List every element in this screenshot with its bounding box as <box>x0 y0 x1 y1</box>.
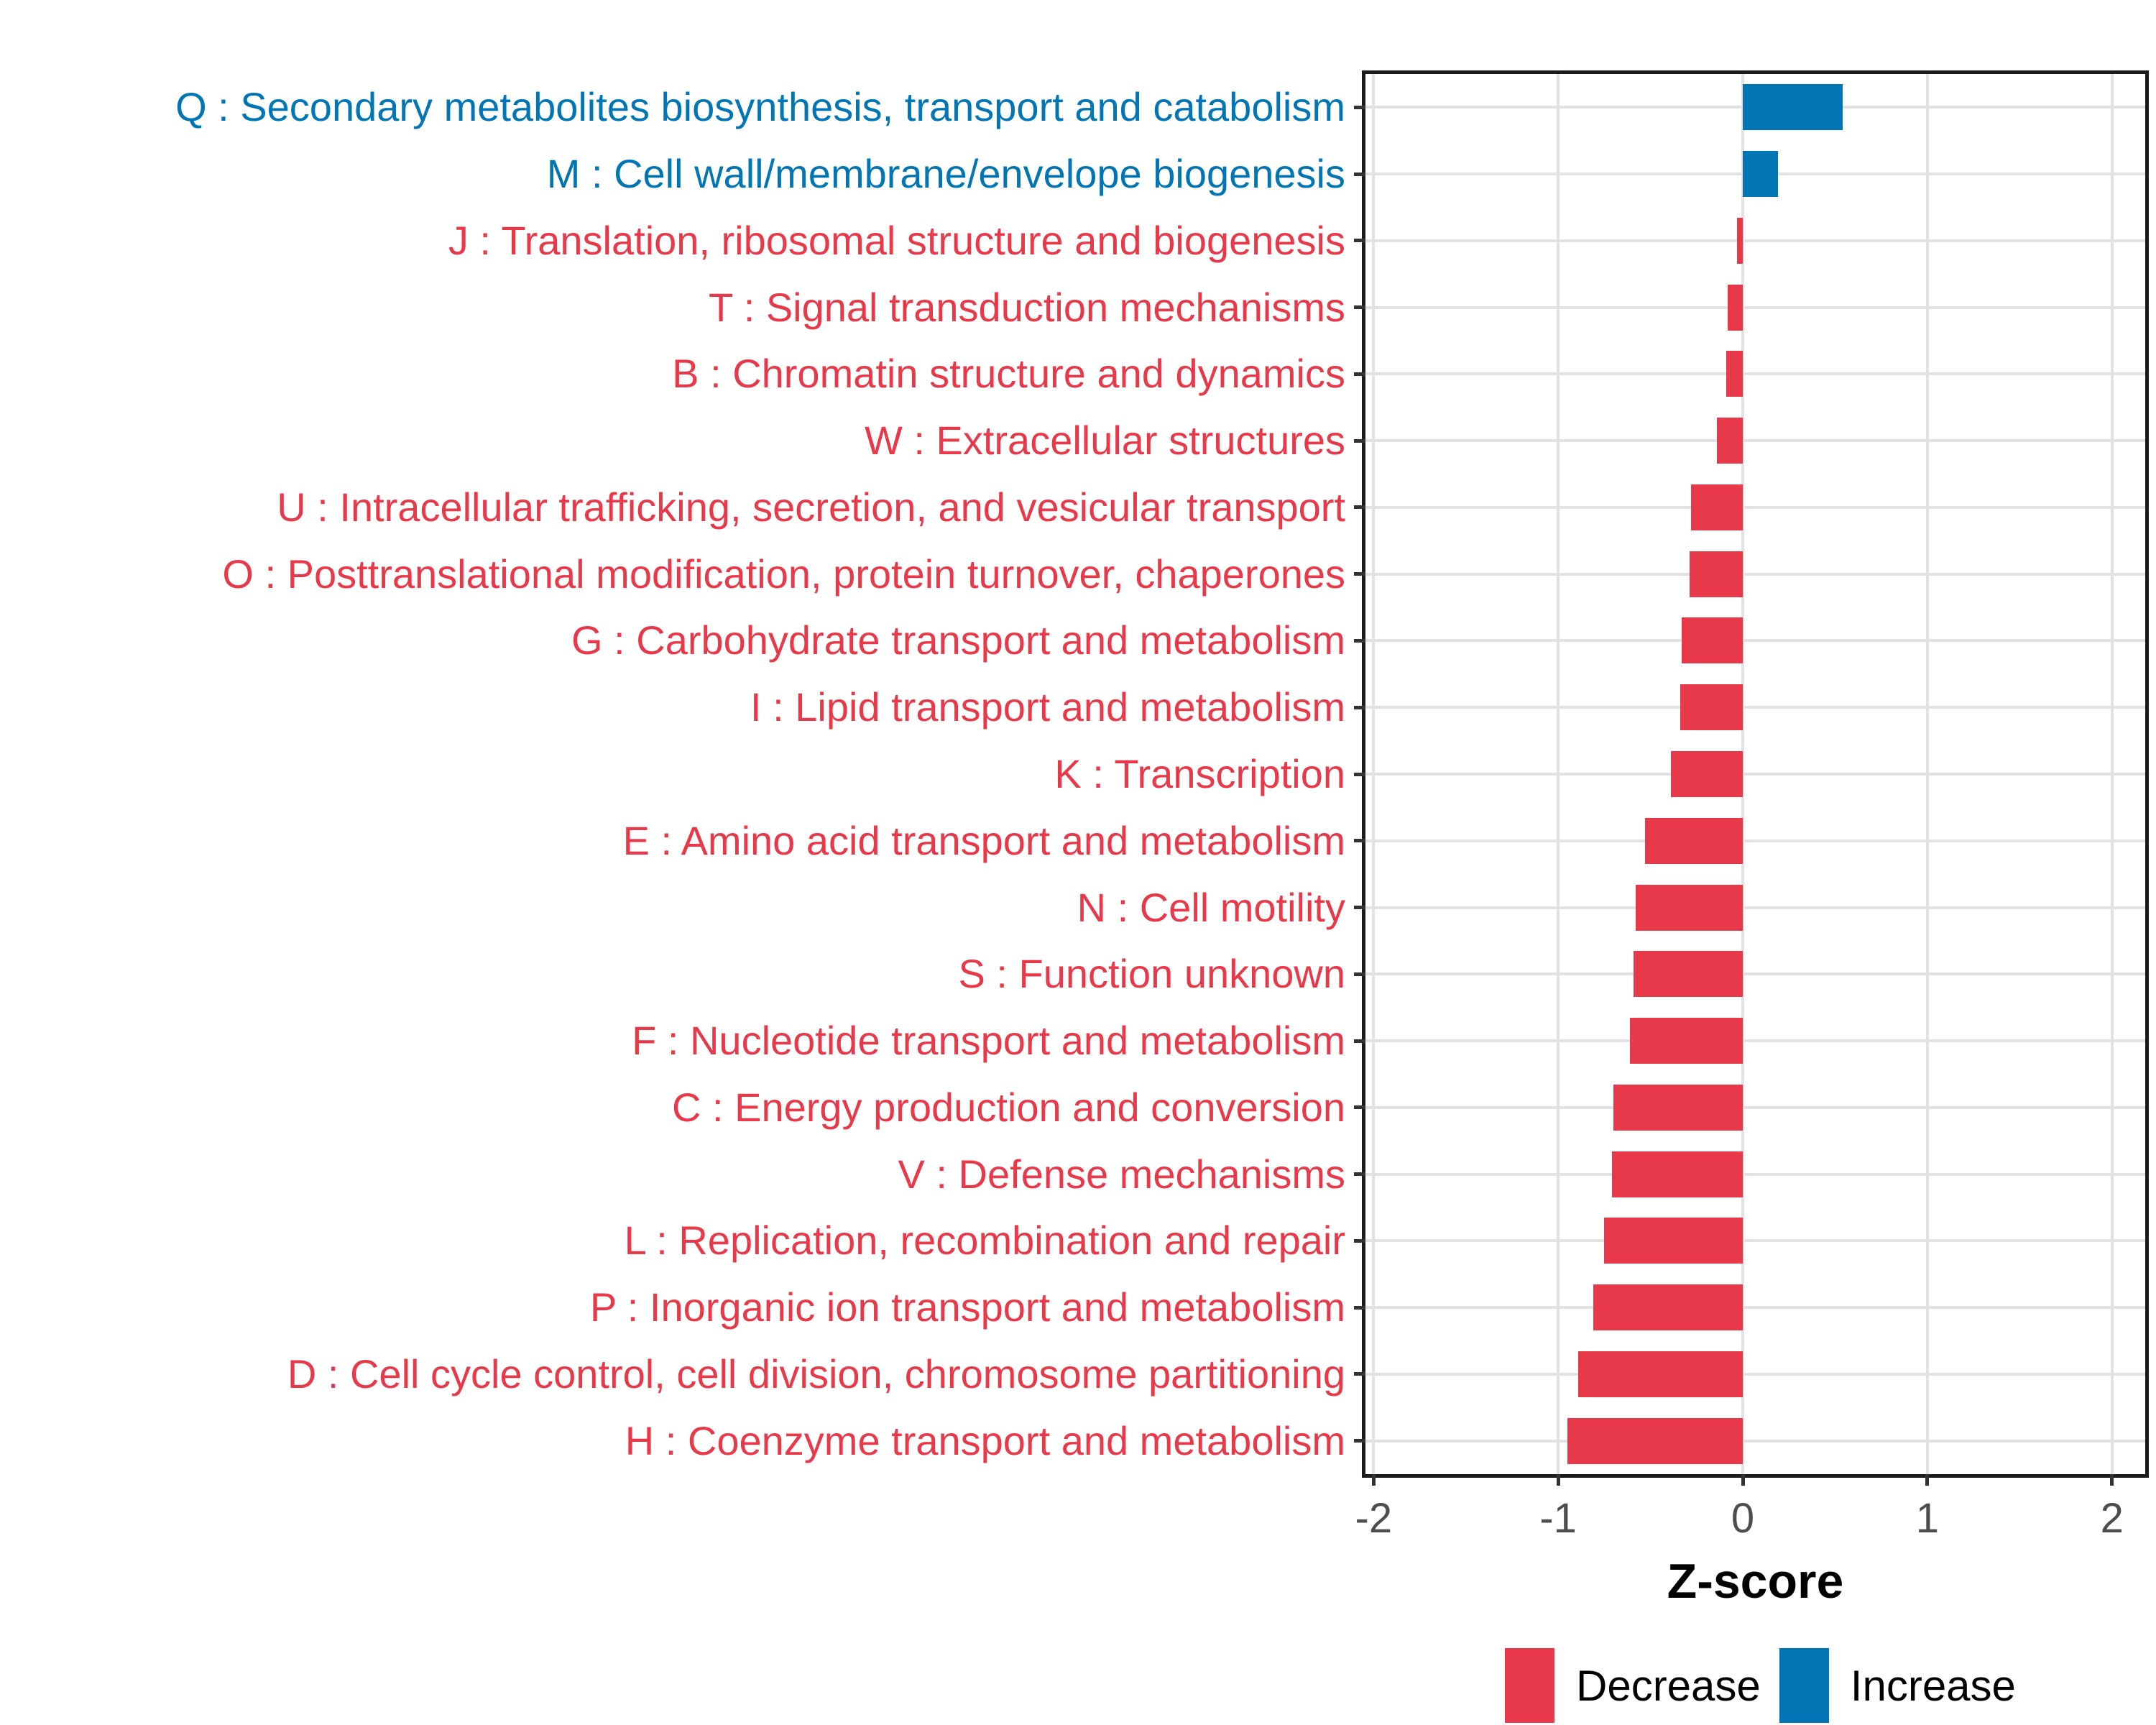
bar <box>1630 1018 1743 1064</box>
y-tick-mark <box>1354 439 1365 443</box>
x-tick-mark <box>2110 1474 2114 1486</box>
bar <box>1682 617 1743 663</box>
bar <box>1680 684 1743 730</box>
y-tick-mark <box>1354 1306 1365 1310</box>
category-label: F : Nucleotide transport and metabolism <box>632 1018 1345 1064</box>
y-tick-mark <box>1354 972 1365 976</box>
grid-line-y <box>1365 773 2145 776</box>
bar <box>1604 1218 1743 1264</box>
category-label: V : Defense mechanisms <box>898 1151 1345 1197</box>
category-label: P : Inorganic ion transport and metabolism <box>589 1284 1345 1330</box>
legend-label-decrease: Decrease <box>1576 1661 1761 1710</box>
x-tick-mark <box>1925 1474 1929 1486</box>
y-tick-mark <box>1354 505 1365 509</box>
category-label: N : Cell motility <box>1077 884 1345 930</box>
grid-line-y <box>1365 1306 2145 1309</box>
category-label: U : Intracellular trafficking, secretion, and vesicular transport <box>277 484 1345 530</box>
x-tick-mark <box>1372 1474 1376 1486</box>
y-tick-mark <box>1354 906 1365 909</box>
grid-line-y <box>1365 906 2145 909</box>
decrease-swatch-icon <box>1505 1648 1554 1723</box>
grid-line-y <box>1365 573 2145 576</box>
grid-line-y <box>1365 239 2145 242</box>
legend-item-decrease <box>1505 1648 1761 1723</box>
y-tick-mark <box>1354 1239 1365 1243</box>
x-tick-label: -2 <box>1355 1495 1393 1542</box>
category-label: M : Cell wall/membrane/envelope biogenesis <box>546 151 1345 197</box>
category-label: B : Chromatin structure and dynamics <box>672 351 1345 397</box>
legend <box>1505 1648 2016 1723</box>
x-tick-mark <box>1557 1474 1560 1486</box>
y-tick-mark <box>1354 305 1365 309</box>
increase-swatch-icon <box>1779 1648 1829 1723</box>
y-tick-mark <box>1354 1172 1365 1176</box>
category-label: E : Amino acid transport and metabolism <box>622 817 1345 863</box>
category-label: S : Function unknown <box>958 951 1345 997</box>
category-label: L : Replication, recombination and repair <box>624 1218 1345 1264</box>
bar <box>1743 151 1778 197</box>
grid-line-y <box>1365 840 2145 842</box>
bar <box>1737 218 1743 264</box>
category-label: C : Energy production and conversion <box>672 1084 1345 1130</box>
y-tick-mark <box>1354 639 1365 643</box>
y-tick-mark <box>1354 1372 1365 1376</box>
category-label: I : Lipid transport and metabolism <box>750 684 1345 730</box>
y-tick-mark <box>1354 706 1365 709</box>
grid-line-y <box>1365 1173 2145 1176</box>
grid-line-y <box>1365 1440 2145 1443</box>
bar <box>1717 418 1743 464</box>
legend-item-increase <box>1779 1648 2016 1723</box>
grid-line-y <box>1365 372 2145 375</box>
y-tick-mark <box>1354 773 1365 776</box>
bar <box>1593 1284 1743 1330</box>
category-label: Q : Secondary metabolites biosynthesis, transport and catabolism <box>175 84 1345 130</box>
bar <box>1728 285 1743 331</box>
bar <box>1743 84 1843 130</box>
grid-line-y <box>1365 506 2145 509</box>
bar <box>1690 551 1743 597</box>
y-tick-mark <box>1354 1105 1365 1109</box>
bar <box>1636 885 1743 931</box>
category-label: H : Coenzyme transport and metabolism <box>625 1417 1345 1463</box>
grid-line-y <box>1365 1039 2145 1042</box>
y-tick-mark <box>1354 239 1365 242</box>
y-tick-mark <box>1354 1039 1365 1043</box>
y-tick-mark <box>1354 572 1365 576</box>
bar <box>1671 751 1743 797</box>
x-tick-label: 0 <box>1731 1495 1755 1542</box>
y-tick-mark <box>1354 372 1365 376</box>
x-tick-mark <box>1741 1474 1745 1486</box>
bar <box>1567 1418 1743 1464</box>
bar <box>1691 484 1743 530</box>
category-label: W : Extracellular structures <box>864 418 1345 464</box>
category-label: D : Cell cycle control, cell division, chromosome partitioning <box>287 1351 1345 1397</box>
category-label: K : Transcription <box>1054 751 1345 796</box>
grid-line-y <box>1365 706 2145 709</box>
category-label: G : Carbohydrate transport and metabolism <box>571 617 1345 663</box>
grid-line-y <box>1365 1373 2145 1376</box>
bar <box>1612 1151 1743 1197</box>
legend-label-increase: Increase <box>1850 1661 2016 1710</box>
bar <box>1726 351 1743 397</box>
x-axis-title: Z-score <box>1667 1554 1844 1609</box>
bar <box>1645 818 1743 864</box>
y-tick-mark <box>1354 839 1365 842</box>
x-tick-label: 2 <box>2100 1495 2124 1542</box>
y-tick-mark <box>1354 1439 1365 1443</box>
bar <box>1578 1351 1743 1397</box>
grid-line-y <box>1365 306 2145 309</box>
bar <box>1634 951 1743 997</box>
category-label: O : Posttranslational modification, protein turnover, chaperones <box>222 551 1345 597</box>
y-tick-mark <box>1354 106 1365 109</box>
y-tick-mark <box>1354 172 1365 176</box>
x-tick-label: -1 <box>1539 1495 1577 1542</box>
grid-line-y <box>1365 1106 2145 1109</box>
category-label: J : Translation, ribosomal structure and biogenesis <box>448 217 1345 263</box>
grid-line-y <box>1365 1239 2145 1242</box>
bar <box>1613 1085 1743 1131</box>
grid-line-y <box>1365 439 2145 442</box>
grid-line-y <box>1365 639 2145 642</box>
grid-line-y <box>1365 972 2145 975</box>
x-tick-label: 1 <box>1915 1495 1940 1542</box>
category-label: T : Signal transduction mechanisms <box>708 284 1345 330</box>
